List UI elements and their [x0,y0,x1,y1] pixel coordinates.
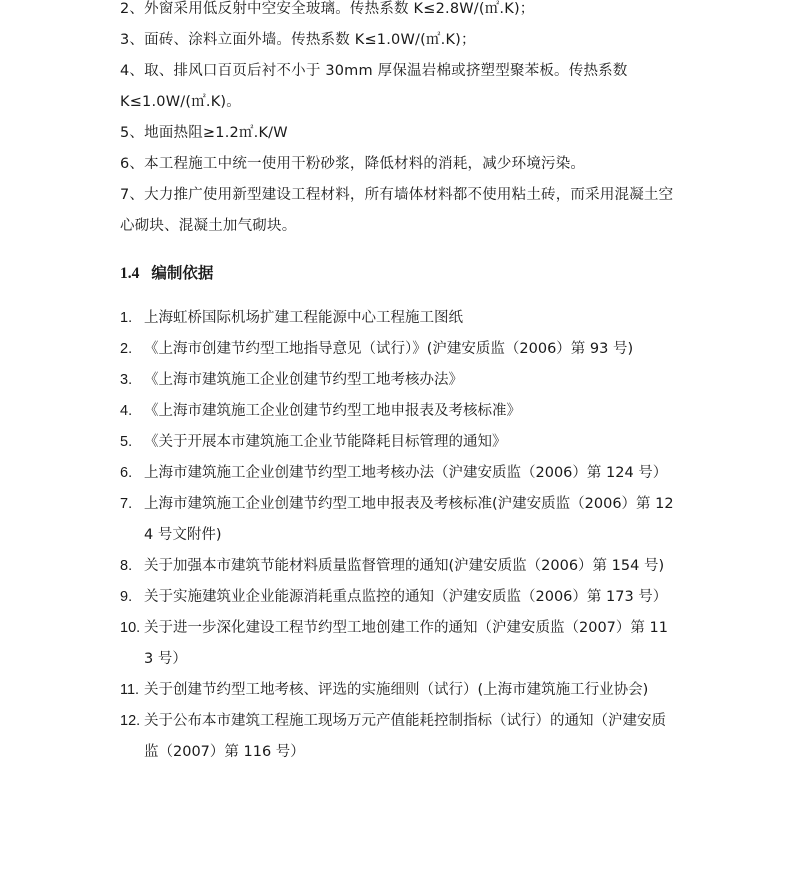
reference-index: 10. [120,620,141,636]
material-item-3: 3、面砖、涂料立面外墙。传热系数 K≤1.0W/(㎡.K)； [120,32,476,48]
reference-item [120,582,676,613]
reference-index: 9. [120,589,133,605]
reference-index: 3. [120,372,133,388]
material-item-2: 2、外窗采用低反射中空安全玻璃。传热系数 K≤2.8W/(㎡.K)； [120,1,535,17]
reference-text: 《关于开展本市建筑施工企业节能降耗目标管理的通知》 [144,434,507,450]
reference-index: 12. [120,713,141,729]
section-heading [120,258,213,289]
reference-item [120,551,676,582]
reference-index: 4. [120,403,133,419]
reference-item [120,334,676,365]
section-number: 1.4 [120,265,140,282]
reference-item [120,365,676,396]
reference-item [120,613,676,675]
reference-item [120,427,676,458]
reference-item [120,458,676,489]
materials-list [120,0,676,242]
reference-text: 关于公布本市建筑工程施工现场万元产值能耗控制指标（试行）的通知（沪建安质监（2007）第 116 号） [144,713,666,760]
reference-text: 上海虹桥国际机场扩建工程能源中心工程施工图纸 [144,310,463,326]
material-item-7: 7、大力推广使用新型建设工程材料，所有墙体材料都不使用粘土砖，而采用混凝土空心砌块、混凝土加气砌块。 [120,187,674,234]
reference-item [120,706,676,768]
reference-item [120,396,676,427]
reference-index: 7. [120,496,133,512]
reference-list [120,303,676,768]
reference-index: 2. [120,341,133,357]
reference-text: 关于加强本市建筑节能材料质量监督管理的通知(沪建安质监（2006）第 154 号) [144,558,665,574]
reference-text: 关于进一步深化建设工程节约型工地创建工作的通知（沪建安质监（2007）第 113 号） [144,620,668,667]
reference-index: 11. [120,682,140,698]
material-item-5: 5、地面热阻≥1.2㎡.K/W [120,125,288,141]
reference-text: 《上海市创建节约型工地指导意见（试行）》(沪建安质监（2006）第 93 号) [144,341,634,357]
section-title: 编制依据 [151,264,214,282]
material-item-6: 6、本工程施工中统一使用干粉砂浆，降低材料的消耗，减少环境污染。 [120,156,586,172]
reference-index: 6. [120,465,133,481]
reference-text: 关于创建节约型工地考核、评选的实施细则（试行）(上海市建筑施工行业协会) [144,682,649,698]
reference-text: 上海市建筑施工企业创建节约型工地考核办法（沪建安质监（2006）第 124 号） [144,465,668,481]
reference-item [120,489,676,551]
reference-text: 《上海市建筑施工企业创建节约型工地申报表及考核标准》 [144,403,521,419]
reference-index: 1. [120,310,133,326]
reference-index: 5. [120,434,133,450]
reference-text: 上海市建筑施工企业创建节约型工地申报表及考核标准(沪建安质监（2006）第 124 号文附件) [144,496,674,543]
reference-text: 关于实施建筑业企业能源消耗重点监控的通知（沪建安质监（2006）第 173 号） [144,589,668,605]
reference-text: 《上海市建筑施工企业创建节约型工地考核办法》 [144,372,463,388]
reference-index: 8. [120,558,133,574]
material-item-4: 4、取、排风口百页后衬不小于 30mm 厚保温岩棉或挤塑型聚苯板。传热系数 K≤1.0W/(㎡.K)。 [120,63,628,110]
reference-item [120,303,676,334]
reference-item [120,675,676,706]
